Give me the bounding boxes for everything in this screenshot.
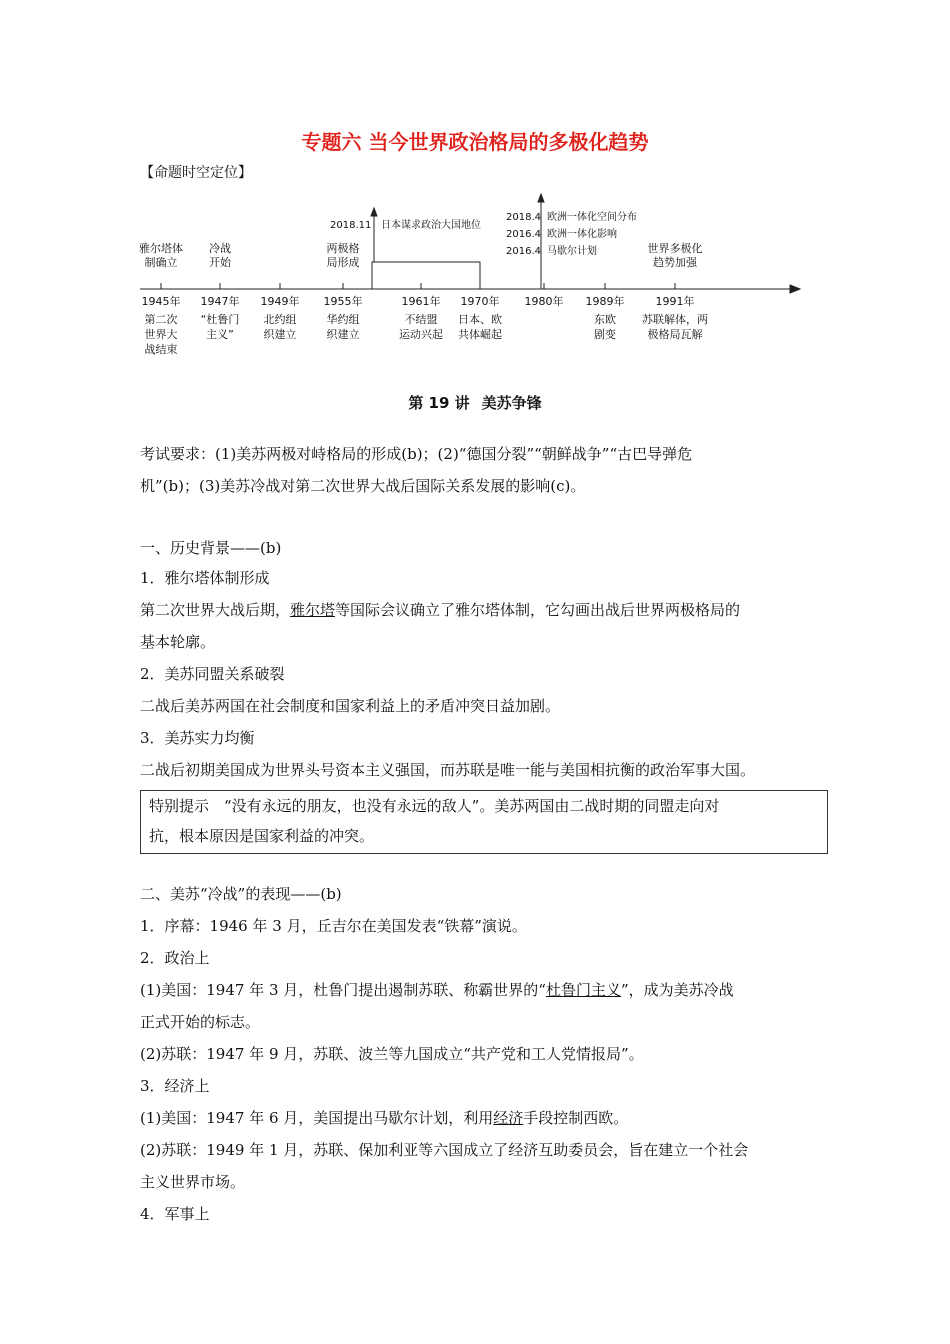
timeline-event-below: 不结盟 xyxy=(404,313,438,326)
sec2-p1: 1．序幕：1946 年 3 月，丘吉尔在美国发表“铁幕”演说。 xyxy=(140,917,527,935)
sec2-p8: (2)苏联：1949 年 1 月，苏联、保加利亚等六国成立了经济互助委员会，旨在建立一个社会 xyxy=(140,1141,749,1159)
timeline-event-below: 织建立 xyxy=(326,328,360,341)
callout-left-text: 日本谋求政治大国地位 xyxy=(381,220,481,231)
callout-right-date: 2018.4 xyxy=(506,212,541,223)
timeline-diagram xyxy=(0,0,950,370)
tip-box xyxy=(140,790,828,854)
section-tag: 【命题时空定位】 xyxy=(140,165,252,181)
timeline-event-below: 苏联解体，两 xyxy=(642,313,708,326)
timeline-event-below: 战结束 xyxy=(144,343,178,356)
timeline-event-below: 世界大 xyxy=(144,328,178,341)
timeline-arrow xyxy=(790,285,800,293)
callout-right-date: 2016.4 xyxy=(506,246,541,257)
timeline-event-above: 制确立 xyxy=(144,256,178,269)
sec2-p3: (1)美国：1947 年 3 月，杜鲁门提出遏制苏联、称霸世界的“杜鲁门主义”，成为美苏冷战 xyxy=(140,981,734,999)
timeline-event-below: 剧变 xyxy=(594,328,616,341)
callout-right-text: 欧洲一体化影响 xyxy=(547,229,617,240)
callout-right-text: 马歇尔计划 xyxy=(547,246,597,257)
exam-req-1: 考试要求：(1)美苏两极对峙格局的形成(b)；(2)“德国分裂”“朝鲜战争”“古巴导弹危 xyxy=(140,445,693,463)
timeline-year: 1961年 xyxy=(401,295,441,308)
lecture-title xyxy=(0,392,950,413)
tip-line-1: 特别提示 “没有永远的朋友，也没有永远的敌人”。美苏两国由二战时期的同盟走向对 xyxy=(149,797,720,815)
timeline-event-below: “杜鲁门 xyxy=(200,313,240,326)
underlined-term: 雅尔塔 xyxy=(290,601,336,619)
timeline-event-above: 两极格 xyxy=(326,242,360,255)
callout-left-date: 2018.11 xyxy=(330,220,372,231)
sec1-s3-title: 3．美苏实力均衡 xyxy=(140,729,255,747)
timeline-event-below: 北约组 xyxy=(263,313,297,326)
exam-req-2: 机”(b)；(3)美苏冷战对第二次世界大战后国际关系发展的影响(c)。 xyxy=(140,477,586,495)
sec2-p4: 正式开始的标志。 xyxy=(140,1013,261,1031)
timeline-year: 1980年 xyxy=(524,295,564,308)
timeline-year: 1949年 xyxy=(260,295,300,308)
timeline-event-above: 冷战 xyxy=(209,242,231,255)
sec1-s3-para: 二战后初期美国成为世界头号资本主义强国，而苏联是唯一能与美国相抗衡的政治军事大国。 xyxy=(140,761,756,779)
timeline-event-below: 运动兴起 xyxy=(399,328,443,341)
timeline-year: 1991年 xyxy=(655,295,695,308)
timeline-event-above: 世界多极化 xyxy=(647,242,703,255)
timeline-event-below: 华约组 xyxy=(326,313,360,326)
lecture-name: 美苏争锋 xyxy=(481,394,542,412)
sec1-s1-para: 第二次世界大战后期，雅尔塔等国际会议确立了雅尔塔体制，它勾画出战后世界两极格局的 xyxy=(140,601,741,619)
underlined-term: 经济 xyxy=(493,1109,524,1127)
underlined-term: 杜鲁门主义 xyxy=(545,981,621,999)
sec1-s1-title: 1．雅尔塔体制形成 xyxy=(140,569,270,587)
timeline-event-above: 局形成 xyxy=(326,256,360,269)
sec1-s2-para: 二战后美苏两国在社会制度和国家利益上的矛盾冲突日益加剧。 xyxy=(140,697,561,715)
lecture-number: 第 19 讲 xyxy=(408,394,470,412)
page-title: 专题六 当今世界政治格局的多极化趋势 xyxy=(301,130,649,154)
sec2-p6: 3．经济上 xyxy=(140,1077,210,1095)
sec2-p7: (1)美国：1947 年 6 月，美国提出马歇尔计划，利用经济手段控制西欧。 xyxy=(140,1109,629,1127)
callout-left-bracket xyxy=(372,262,480,289)
timeline-event-below: 主义” xyxy=(206,328,234,341)
timeline-year: 1955年 xyxy=(323,295,363,308)
tip-line-2: 抗，根本原因是国家利益的冲突。 xyxy=(149,827,375,845)
timeline-event-below: 极格局瓦解 xyxy=(647,328,703,341)
timeline-year: 1947年 xyxy=(200,295,240,308)
callout-right-text: 欧洲一体化空间分布 xyxy=(547,212,637,223)
sec2-p9: 主义世界市场。 xyxy=(140,1173,246,1191)
timeline-event-above: 雅尔塔体 xyxy=(139,242,183,255)
callout-right-date: 2016.4 xyxy=(506,229,541,240)
timeline-event-below: 第二次 xyxy=(144,313,178,326)
sec1-s2-title: 2．美苏同盟关系破裂 xyxy=(140,665,285,683)
sec1-s1-para-cont: 基本轮廓。 xyxy=(140,633,216,651)
timeline-event-below: 织建立 xyxy=(263,328,297,341)
sec1-heading: 一、历史背景——(b) xyxy=(140,539,282,557)
timeline-event-below: 共体崛起 xyxy=(458,328,502,341)
timeline-event-above: 开始 xyxy=(209,256,231,269)
timeline-event-below: 东欧 xyxy=(594,313,616,326)
timeline-year: 1945年 xyxy=(141,295,181,308)
timeline-year: 1989年 xyxy=(585,295,625,308)
sec2-p5: (2)苏联：1947 年 9 月，苏联、波兰等九国成立“共产党和工人党情报局”。 xyxy=(140,1045,644,1063)
timeline-event-above: 趋势加强 xyxy=(653,256,697,269)
timeline-event-below: 日本、欧 xyxy=(458,313,502,326)
timeline-year: 1970年 xyxy=(460,295,500,308)
sec2-p2: 2．政治上 xyxy=(140,949,210,967)
sec2-heading: 二、美苏“冷战”的表现——(b) xyxy=(140,885,342,903)
sec2-p10: 4．军事上 xyxy=(140,1205,210,1223)
